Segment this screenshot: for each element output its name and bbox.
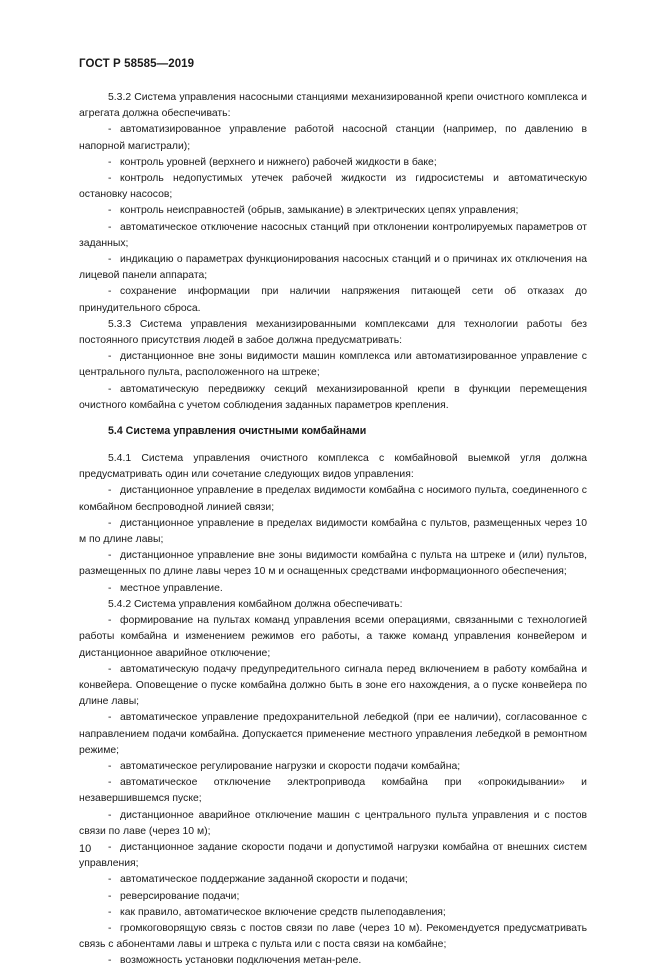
list-item: - реверсирование подачи; — [108, 890, 240, 902]
list-item: - дистанционное задание скорости подачи и допустимой нагрузки комбайна от внешних систем управления; — [79, 841, 587, 870]
list-item-text: индикацию о параметрах функционирования насосных станций и о причинах их отключения на лицевой панели аппарата; — [79, 254, 587, 282]
list-item: - сохранение информации при наличии напряжения питающей сети об отказах до принудительного сброса. — [79, 286, 587, 314]
list-item: - дистанционное аварийное отключение машин с центрального пульта управления и с постов связи по лаве (через 10 м); — [79, 809, 587, 837]
list-item: - контроль уровней (верхнего и нижнего) рабочей жидкости в баке; — [108, 156, 437, 168]
list-item-text: автоматическое отключение электропривода комбайна при «опрокидывании» и незавершившемся пуске; — [79, 777, 587, 805]
document-body — [79, 90, 587, 970]
list-item-text: контроль уровней (верхнего и нижнего) рабочей жидкости в баке; — [120, 156, 437, 168]
list-item-text: громкоговорящую связь с постов связи по лаве (через 10 м). Рекомендуется предусматривать связь с абонентами лавы и штрека с пульта или с поста связи на комбайне; — [79, 922, 587, 951]
list-item-text: дистанционное вне зоны видимости машин комплекса или автоматизированное управление с центрального пульта, расположенного на штреке; — [79, 351, 587, 379]
list-item-text: дистанционное управление вне зоны видимости комбайна с пульта на штреке и (или) пультов, размещенных по длине лавы через 10 м и оснащенных средствами информационного обеспечения; — [79, 550, 587, 578]
list-item: - громкоговорящую связь с постов связи по лаве (через 10 м). Рекомендуется предусматривать связь с абонентами лавы и штрека с пульта или с поста связи на комбайне; — [79, 922, 587, 951]
list-item-text: автоматическое отключение насосных станций при отклонении контролируемых параметров от заданных; — [79, 221, 587, 249]
list-item: - автоматическую подачу предупредительного сигнала перед включением в работу комбайна и конвейера. Оповещение о пуске комбайна должно быть в зоне его нахождения, а о пуске конвейера по длине лавы; — [79, 663, 587, 708]
list-item: - как правило, автоматическое включение средств пылеподавления; — [108, 906, 446, 918]
paragraph-5-4-2: 5.4.2 Система управления комбайном должна обеспечивать: — [108, 598, 403, 610]
list-item: - автоматическое управление предохранительной лебедкой (при ее наличии), согласованное с направлением подачи комбайна. Допускается применение местного управления лебедкой в ремонтном режиме; — [79, 712, 587, 756]
list-item-text: дистанционное управление в пределах видимости комбайна с пультов, размещенных через 10 м по длине лавы; — [79, 517, 587, 546]
list-item-text: дистанционное управление в пределах видимости комбайна с носимого пульта, соединенного с комбайном беспроводной линией связи; — [79, 485, 587, 513]
list-item: - формирование на пультах команд управления всеми операциями, связанными с технологией работы комбайна и изменением режимов его работы, а также команд управления конвейером и дистанционное аварийное отключение; — [79, 615, 587, 659]
list-item-text: местное управление. — [120, 582, 223, 594]
paragraph-5-3-2: 5.3.2 Система управления насосными станциями механизированной крепи очистного комплекса и агрегата должна обеспечивать: — [79, 92, 587, 120]
list-item: - дистанционное вне зоны видимости машин комплекса или автоматизированное управление с центрального пульта, расположенного на штреке; — [79, 351, 587, 379]
list-item-text: реверсирование подачи; — [120, 890, 240, 902]
paragraph-5-3-3: 5.3.3 Система управления механизированными комплексами для технологии работы без постоянного присутствия людей в забое должна предусматривать: — [79, 318, 587, 347]
list-item-text: контроль неисправностей (обрыв, замыкание) в электрических цепях управления; — [120, 205, 519, 217]
list-item: - возможность установки подключения метан-реле. — [108, 955, 362, 967]
list-item-text: автоматизированное управление работой насосной станции (например, по давлению в напорной магистрали); — [79, 124, 587, 152]
list-item: - автоматическую передвижку секций механизированной крепи в функции перемещения очистного комбайна с учетом соблюдения заданных параметров крепления. — [79, 383, 587, 411]
list-item: - контроль недопустимых утечек рабочей жидкости из гидросистемы и автоматическую остановку насосов; — [79, 173, 587, 201]
list-item: - дистанционное управление вне зоны видимости комбайна с пульта на штреке и (или) пультов, размещенных по длине лавы через 10 м и оснащенных средствами информационного обеспечения; — [79, 550, 587, 578]
list-item-text: автоматическое регулирование нагрузки и скорости подачи комбайна; — [120, 760, 461, 772]
paragraph-5-4-1: 5.4.1 Система управления очистного комплекса с комбайновой выемкой угля должна предусматривать один или сочетание следующих видов управления: — [79, 453, 587, 481]
list-item: - автоматическое отключение насосных станций при отклонении контролируемых параметров от заданных; — [79, 221, 587, 249]
list-item: - местное управление. — [108, 582, 223, 594]
list-item: - автоматическое поддержание заданной скорости и подачи; — [108, 874, 408, 886]
list-item-text: контроль недопустимых утечек рабочей жидкости из гидросистемы и автоматическую остановку насосов; — [79, 173, 587, 201]
list-item-text: автоматическую передвижку секций механизированной крепи в функции перемещения очистного комбайна с учетом соблюдения заданных параметров крепления. — [79, 383, 587, 411]
standard-header: ГОСТ Р 58585—2019 — [79, 58, 195, 70]
list-item-text: возможность установки подключения метан-реле. — [120, 955, 362, 967]
list-item-text: сохранение информации при наличии напряжения питающей сети об отказах до принудительного сброса. — [79, 286, 587, 314]
list-item: - автоматизированное управление работой насосной станции (например, по давлению в напорной магистрали); — [79, 124, 587, 152]
list-item-text: как правило, автоматическое включение средств пылеподавления; — [120, 906, 446, 918]
list-item-text: автоматическое управление предохранительной лебедкой (при ее наличии), согласованное с направлением подачи комбайна. Допускается применение местного управления лебедкой в ремонтном режиме; — [79, 712, 587, 756]
list-item: - контроль неисправностей (обрыв, замыкание) в электрических цепях управления; — [108, 205, 519, 217]
list-item: - автоматическое отключение электропривода комбайна при «опрокидывании» и незавершившемся пуске; — [79, 777, 587, 805]
list-item-text: формирование на пультах команд управления всеми операциями, связанными с технологией работы комбайна и изменением режимов его работы, а также команд управления конвейером и дистанционное аварийное отключение; — [79, 615, 587, 659]
section-heading-5-4: 5.4 Система управления очистными комбайнами — [108, 425, 367, 438]
list-item-text: автоматическую подачу предупредительного сигнала перед включением в работу комбайна и конвейера. Оповещение о пуске комбайна должно быть в зоне его нахождения, а о пуске конвейера по длине лавы; — [79, 663, 587, 708]
list-item: - индикацию о параметрах функционирования насосных станций и о причинах их отключения на лицевой панели аппарата; — [79, 254, 587, 282]
list-item-text: дистанционное аварийное отключение машин с центрального пульта управления и с постов связи по лаве (через 10 м); — [79, 809, 587, 837]
list-item: - автоматическое регулирование нагрузки и скорости подачи комбайна; — [108, 760, 461, 772]
list-item-text: автоматическое поддержание заданной скорости и подачи; — [120, 874, 408, 886]
list-item: - дистанционное управление в пределах видимости комбайна с пультов, размещенных через 10 м по длине лавы; — [79, 517, 587, 546]
page-number: 10 — [79, 843, 92, 855]
list-item: - дистанционное управление в пределах видимости комбайна с носимого пульта, соединенного с комбайном беспроводной линией связи; — [79, 485, 587, 513]
list-item-text: дистанционное задание скорости подачи и допустимой нагрузки комбайна от внешних систем управления; — [79, 841, 587, 870]
